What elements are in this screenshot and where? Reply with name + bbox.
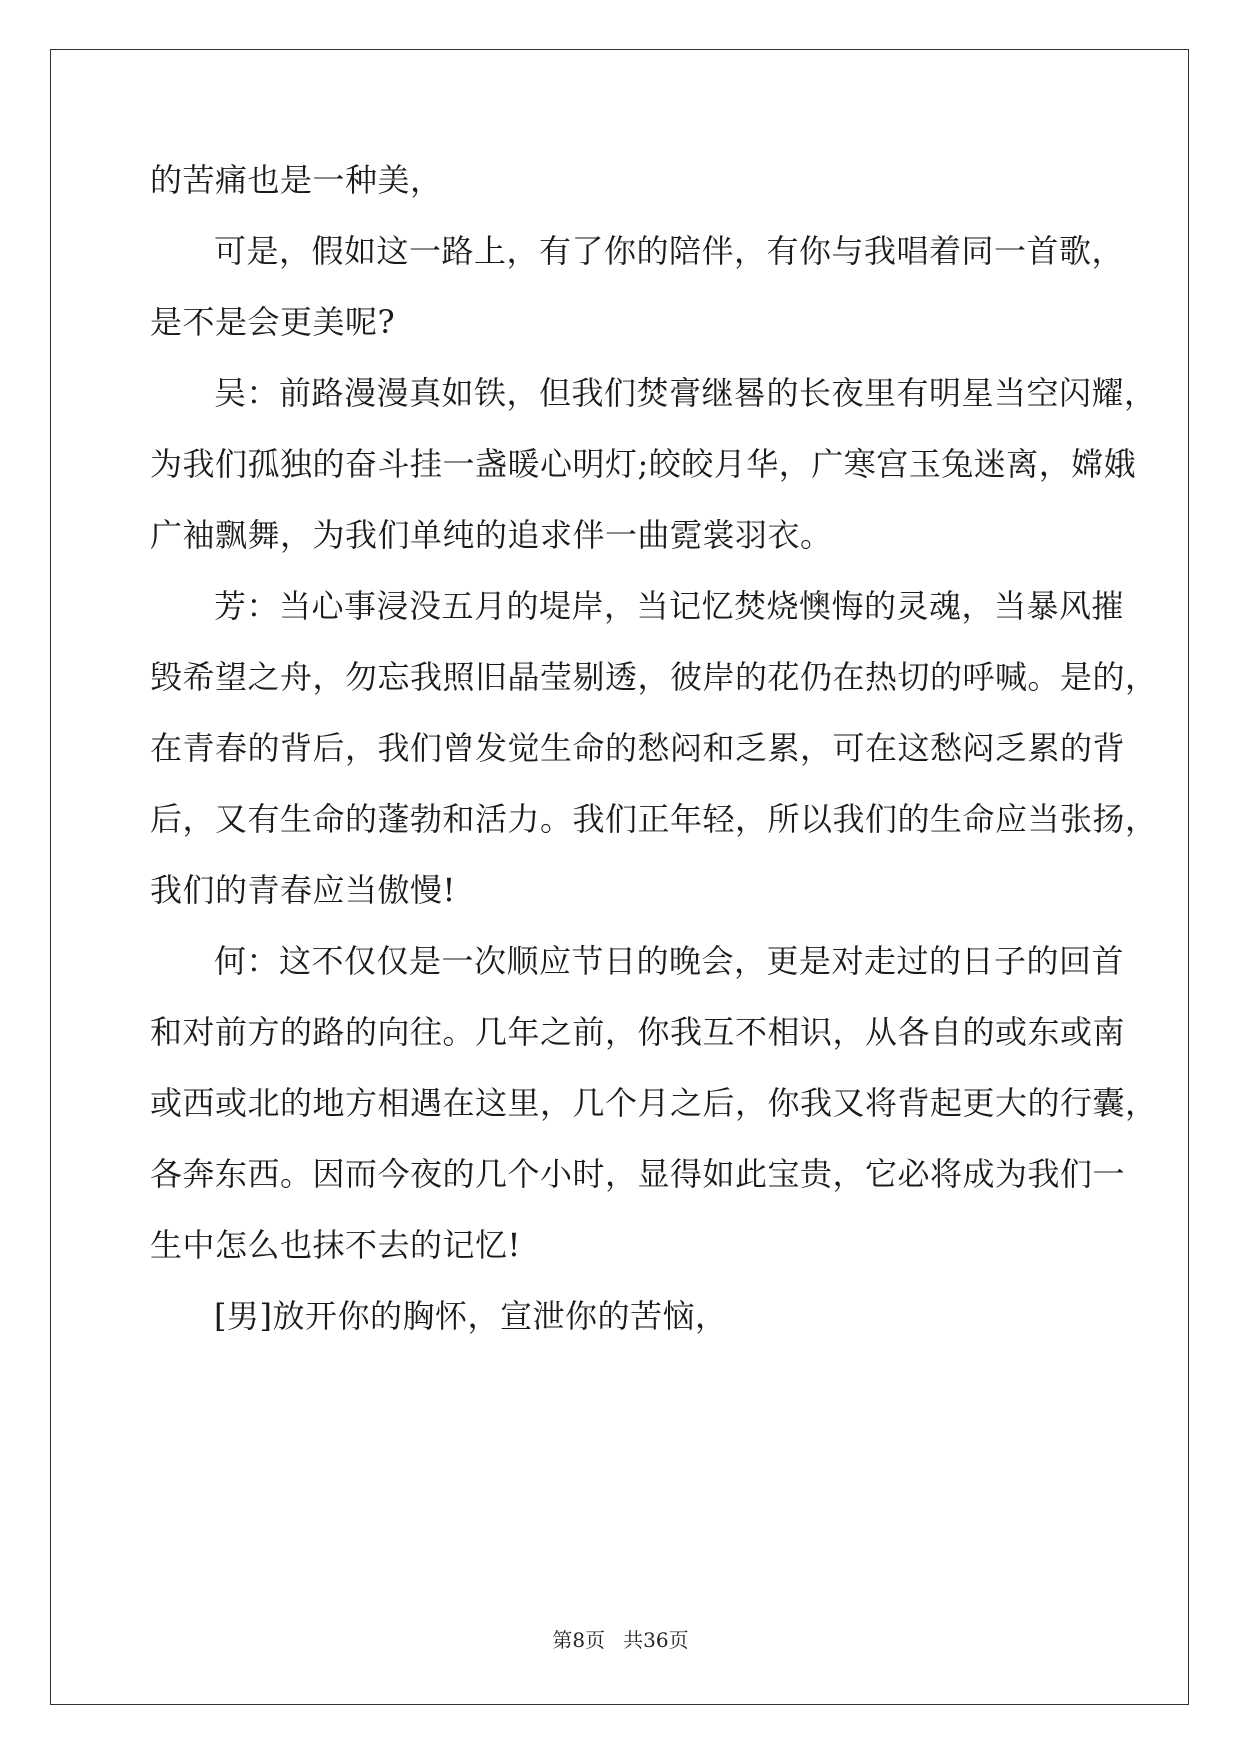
text-line: 是不是会更美呢? bbox=[150, 303, 396, 341]
text-line: 毁希望之舟，勿忘我照旧晶莹剔透，彼岸的花仍在热切的呼喊。是的， bbox=[150, 658, 1158, 696]
text-line: 广袖飘舞，为我们单纯的追求伴一曲霓裳羽衣。 bbox=[150, 516, 833, 554]
text-line: 生中怎么也抹不去的记忆! bbox=[150, 1226, 521, 1264]
text-line: 可是，假如这一路上，有了你的陪伴，有你与我唱着同一首歌， bbox=[214, 232, 1125, 270]
text-line: 吴：前路漫漫真如铁，但我们焚膏继晷的长夜里有明星当空闪耀， bbox=[214, 374, 1157, 412]
page-number: 第8页 bbox=[552, 1628, 606, 1652]
text-line: 何：这不仅仅是一次顺应节日的晚会，更是对走过的日子的回首 bbox=[214, 942, 1125, 980]
text-line: [男]放开你的胸怀，宣泄你的苦恼， bbox=[214, 1297, 728, 1335]
text-line: 芳：当心事浸没五月的堤岸，当记忆焚烧懊悔的灵魂，当暴风摧 bbox=[214, 587, 1125, 625]
text-line: 和对前方的路的向往。几年之前，你我互不相识，从各自的或东或南 bbox=[150, 1013, 1126, 1051]
page-total: 共36页 bbox=[623, 1628, 689, 1652]
text-line: 各奔东西。因而今夜的几个小时，显得如此宝贵，它必将成为我们一 bbox=[150, 1155, 1126, 1193]
text-line: 我们的青春应当傲慢! bbox=[150, 871, 456, 909]
text-line: 或西或北的地方相遇在这里，几个月之后，你我又将背起更大的行囊， bbox=[150, 1084, 1158, 1122]
text-line: 后，又有生命的蓬勃和活力。我们正年轻，所以我们的生命应当张扬， bbox=[150, 800, 1158, 838]
text-line: 的苦痛也是一种美， bbox=[150, 161, 443, 199]
text-line: 在青春的背后，我们曾发觉生命的愁闷和乏累，可在这愁闷乏累的背 bbox=[150, 729, 1126, 767]
page-footer bbox=[0, 1628, 1241, 1652]
text-line: 为我们孤独的奋斗挂一盏暖心明灯;皎皎月华，广寒宫玉兔迷离，嫦娥 bbox=[150, 445, 1137, 483]
